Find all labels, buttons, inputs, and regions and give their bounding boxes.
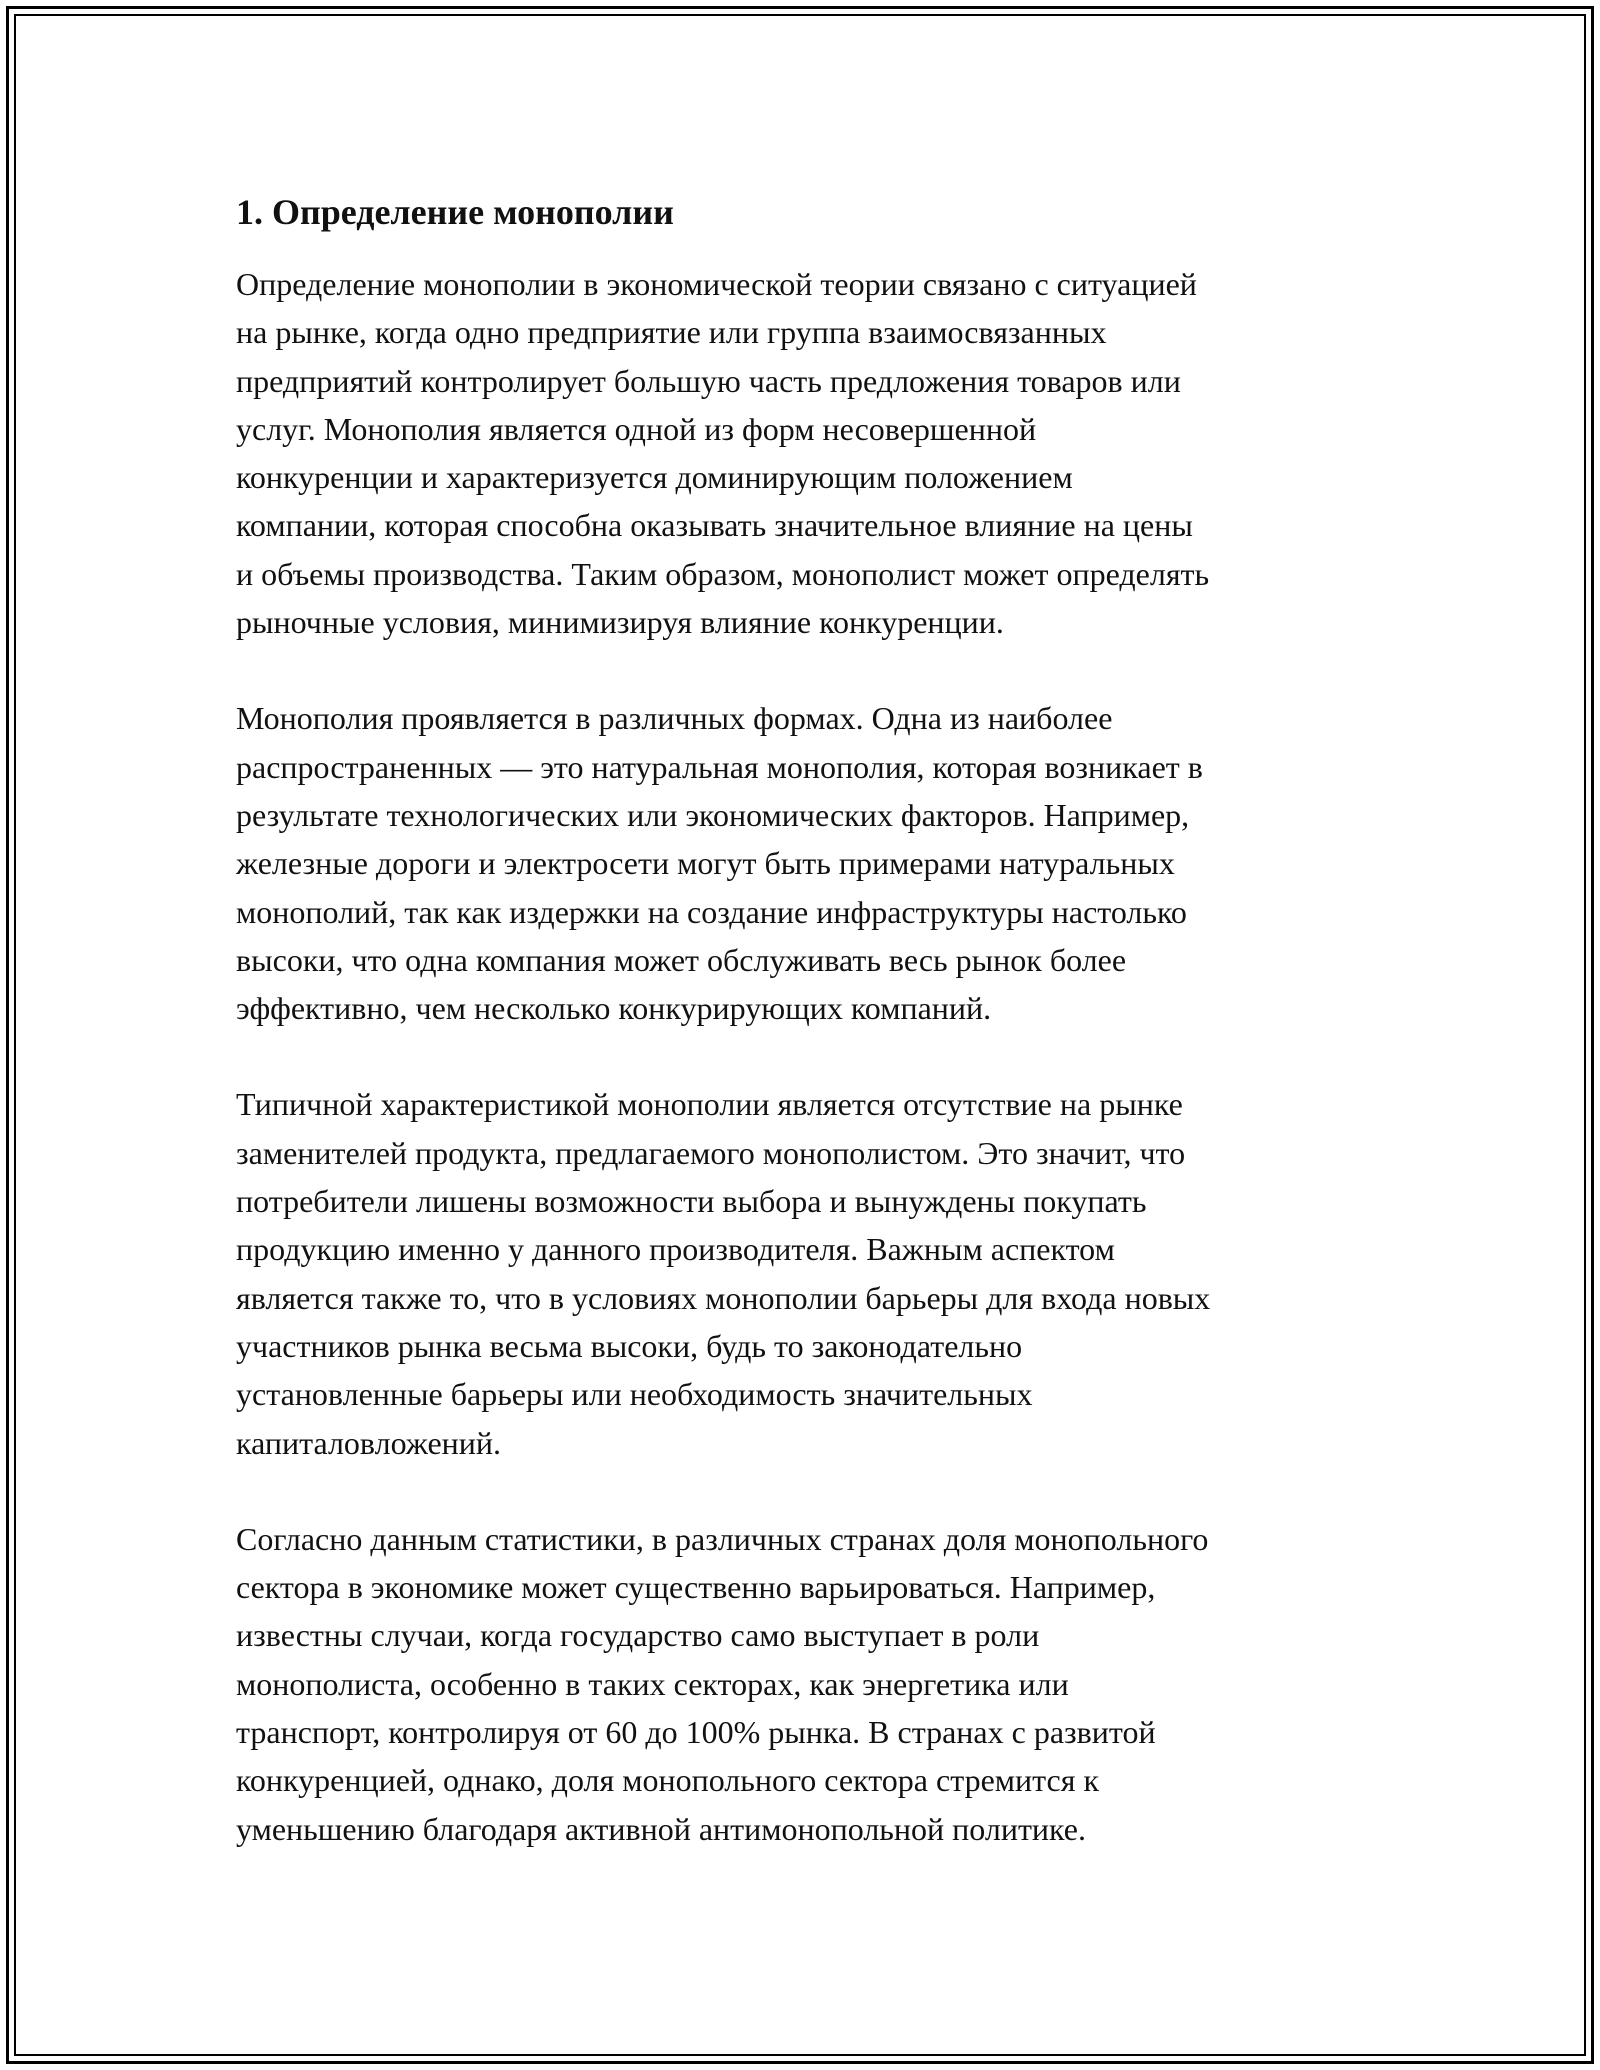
section-heading: 1. Определение монополии (236, 192, 674, 232)
paragraph-characteristics: Типичной характеристикой монополии является отсутствие на рынке заменителей продукта, предлагаемого монополистом. Это значит, что потребители лишены возможности выбора и вынуждены покупать продукцию именно у данного производителя. Важным аспектом является также то, что в условиях монополии барьеры для входа новых участников рынка весьма высоки, будь то законодательно установленные барьеры или необходимость значительных капиталовложений. (236, 1086, 1211, 1461)
paragraph-forms: Монополия проявляется в различных формах. Одна из наиболее распространенных — это натуральная монополия, которая возникает в результате технологических или экономических факторов. Например, железные дороги и электросети могут быть примерами натуральных монополий, так как издержки на создание инфраструктуры настолько высоки, что одна компания может обслуживать весь рынок более эффективно, чем несколько конкурирующих компаний. (236, 700, 1203, 1027)
document-body (236, 186, 1366, 1901)
paragraph-definition: Определение монополии в экономической теории связано с ситуацией на рынке, когда одно предприятие или группа взаимосвязанных предприятий контролирует большую часть предложения товаров или услуг. Монополия является одной из форм несовершенной конкуренции и характеризуется доминирующим положением компании, которая способна оказывать значительное влияние на цены и объемы производства. Таким образом, монополист может определять рыночные условия, минимизируя влияние конкуренции. (236, 266, 1210, 641)
paragraph-statistics: Согласно данным статистики, в различных странах доля монопольного сектора в экономике может существенно варьироваться. Например, известны случаи, когда государство само выступает в роли монополиста, особенно в таких секторах, как энергетика или транспорт, контролируя от 60 до 100% рынка. В странах с развитой конкуренцией, однако, доля монопольного сектора стремится к уменьшению благодаря активной антимонопольной политике. (236, 1520, 1209, 1847)
